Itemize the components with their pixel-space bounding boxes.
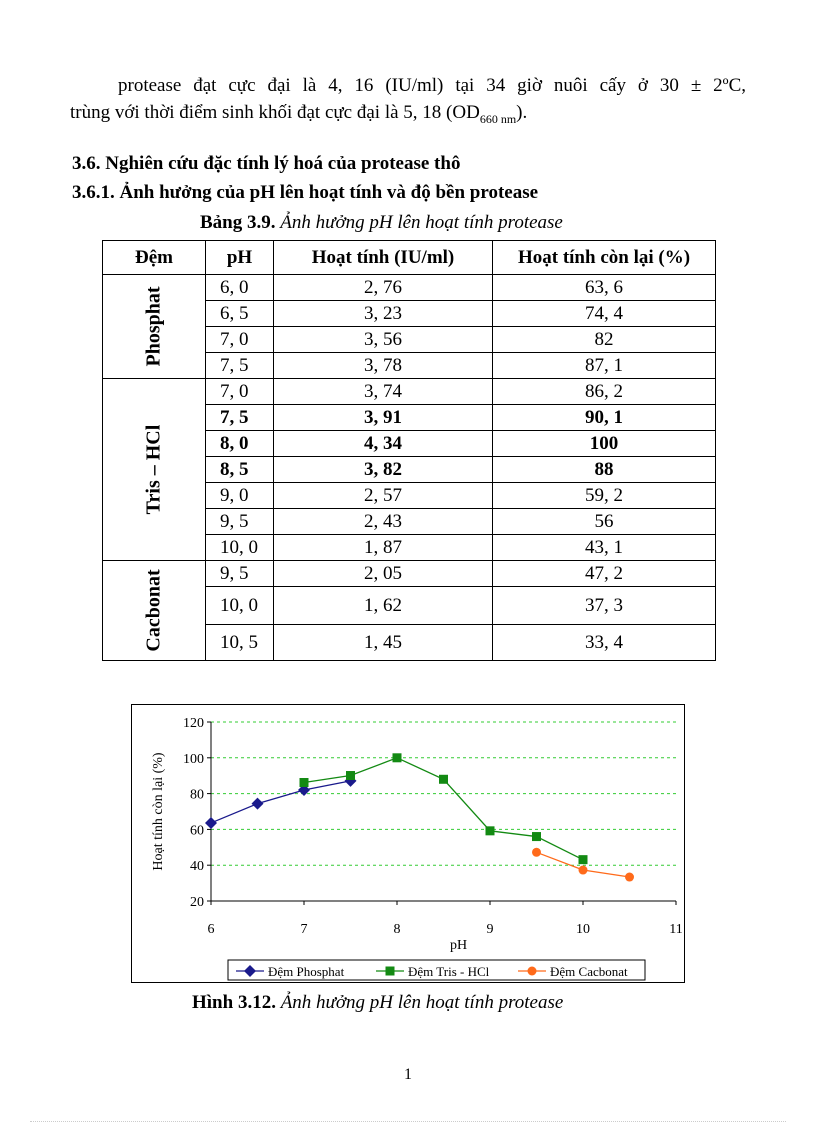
remaining-cell: 87, 1 xyxy=(493,353,716,379)
ph-cell: 7, 5 xyxy=(206,353,274,379)
remaining-cell: 59, 2 xyxy=(493,483,716,509)
activity-cell: 3, 74 xyxy=(274,379,493,405)
activity-cell: 2, 05 xyxy=(274,561,493,587)
activity-cell: 3, 91 xyxy=(274,405,493,431)
remaining-cell: 74, 4 xyxy=(493,301,716,327)
buffer-group-cell xyxy=(103,561,206,661)
legend-marker xyxy=(386,967,395,976)
ph-cell: 6, 5 xyxy=(206,301,274,327)
table-row xyxy=(103,561,716,587)
table-row xyxy=(103,379,716,405)
ph-cell: 10, 0 xyxy=(206,535,274,561)
data-point xyxy=(439,775,448,784)
ph-cell: 10, 5 xyxy=(206,625,274,661)
ph-activity-table xyxy=(102,240,716,661)
remaining-cell: 37, 3 xyxy=(493,587,716,625)
ph-activity-chart xyxy=(132,705,684,982)
activity-cell: 2, 43 xyxy=(274,509,493,535)
x-tick-label: 10 xyxy=(576,922,590,937)
table-caption-text: Ảnh hưởng pH lên hoạt tính protease xyxy=(275,212,563,233)
activity-cell: 2, 76 xyxy=(274,275,493,301)
remaining-cell: 88 xyxy=(493,457,716,483)
table-caption xyxy=(200,212,563,234)
paragraph-line-2 xyxy=(70,102,528,126)
data-point xyxy=(300,778,309,787)
table-row xyxy=(103,275,716,301)
activity-cell: 3, 82 xyxy=(274,457,493,483)
legend-label: Đệm Cacbonat xyxy=(550,964,628,979)
activity-cell: 3, 78 xyxy=(274,353,493,379)
remaining-cell: 90, 1 xyxy=(493,405,716,431)
x-tick-label: 6 xyxy=(207,922,215,937)
activity-cell: 3, 56 xyxy=(274,327,493,353)
figure-caption xyxy=(192,992,563,1014)
table-caption-label: Bảng 3.9. xyxy=(200,212,276,233)
data-point xyxy=(579,855,588,864)
footer-divider xyxy=(30,1121,786,1122)
buffer-name: Cacbonat xyxy=(142,569,165,652)
table-header-row xyxy=(103,241,716,275)
y-tick-label: 20 xyxy=(190,895,204,910)
activity-cell: 4, 34 xyxy=(274,431,493,457)
series-line xyxy=(211,781,351,823)
remaining-cell: 63, 6 xyxy=(493,275,716,301)
y-axis-label: Hoạt tính còn lại (%) xyxy=(151,752,166,871)
data-point xyxy=(579,866,588,875)
x-axis-label: pH xyxy=(449,938,468,953)
x-tick-label: 9 xyxy=(486,922,494,937)
data-point xyxy=(625,873,634,882)
series-line xyxy=(304,758,583,860)
paragraph-line-1: protease đạt cực đại là 4, 16 (IU/ml) tại 34 giờ nuôi cấy ở 30 ± 2ºC, xyxy=(118,75,746,96)
buffer-group-cell xyxy=(103,275,206,379)
activity-cell: 1, 62 xyxy=(274,587,493,625)
ph-cell: 8, 0 xyxy=(206,431,274,457)
ph-cell: 8, 5 xyxy=(206,457,274,483)
data-point xyxy=(532,832,541,841)
data-point xyxy=(252,798,264,810)
y-tick-label: 60 xyxy=(190,823,204,839)
remaining-cell: 82 xyxy=(493,327,716,353)
activity-cell: 1, 87 xyxy=(274,535,493,561)
page-number: 1 xyxy=(404,1066,412,1083)
header-ph: pH xyxy=(206,241,274,275)
data-point xyxy=(346,771,355,780)
x-tick-label: 8 xyxy=(393,922,401,937)
ph-cell: 7, 5 xyxy=(206,405,274,431)
data-point xyxy=(532,848,541,857)
activity-cell: 1, 45 xyxy=(274,625,493,661)
remaining-cell: 86, 2 xyxy=(493,379,716,405)
ph-cell: 9, 5 xyxy=(206,509,274,535)
buffer-name: Tris – HCl xyxy=(142,424,165,515)
ph-cell: 7, 0 xyxy=(206,379,274,405)
header-remaining: Hoạt tính còn lại (%) xyxy=(493,241,716,275)
y-tick-label: 100 xyxy=(183,751,204,767)
x-tick-label: 7 xyxy=(300,922,308,937)
subsection-heading: 3.6.1. Ảnh hưởng của pH lên hoạt tính và độ bền protease xyxy=(72,182,539,203)
remaining-cell: 56 xyxy=(493,509,716,535)
legend-marker xyxy=(528,967,537,976)
ph-cell: 7, 0 xyxy=(206,327,274,353)
x-tick-label: 11 xyxy=(669,922,683,937)
figure-caption-text: Ảnh hưởng pH lên hoạt tính protease xyxy=(275,992,564,1013)
y-tick-label: 80 xyxy=(190,787,204,803)
ph-cell: 6, 0 xyxy=(206,275,274,301)
data-point xyxy=(486,826,495,835)
activity-cell: 2, 57 xyxy=(274,483,493,509)
y-tick-label: 40 xyxy=(190,859,204,875)
intro-paragraph xyxy=(70,72,746,133)
legend-label: Đệm Tris - HCl xyxy=(408,964,490,979)
data-point xyxy=(393,753,402,762)
ph-cell: 9, 5 xyxy=(206,561,274,587)
remaining-cell: 47, 2 xyxy=(493,561,716,587)
header-buffer: Đệm xyxy=(103,241,206,275)
ph-cell: 10, 0 xyxy=(206,587,274,625)
remaining-cell: 100 xyxy=(493,431,716,457)
paragraph-line-2-text: trùng với thời điểm sinh khối đạt cực đại là 5, 18 (OD xyxy=(70,102,480,123)
data-point xyxy=(205,817,217,829)
buffer-name: Phosphat xyxy=(142,286,165,367)
od-subscript: 660 nm xyxy=(479,111,517,126)
activity-cell: 3, 23 xyxy=(274,301,493,327)
table-body xyxy=(103,275,716,661)
chart-frame xyxy=(131,704,685,983)
remaining-cell: 43, 1 xyxy=(493,535,716,561)
legend-label: Đệm Phosphat xyxy=(268,964,345,979)
section-heading: 3.6. Nghiên cứu đặc tính lý hoá của protease thô xyxy=(72,153,461,174)
y-tick-label: 120 xyxy=(183,716,204,731)
paragraph-line-2-end: ). xyxy=(516,102,528,123)
remaining-cell: 33, 4 xyxy=(493,625,716,661)
buffer-group-cell xyxy=(103,379,206,561)
header-activity: Hoạt tính (IU/ml) xyxy=(274,241,493,275)
figure-caption-label: Hình 3.12. xyxy=(192,992,276,1013)
ph-cell: 9, 0 xyxy=(206,483,274,509)
